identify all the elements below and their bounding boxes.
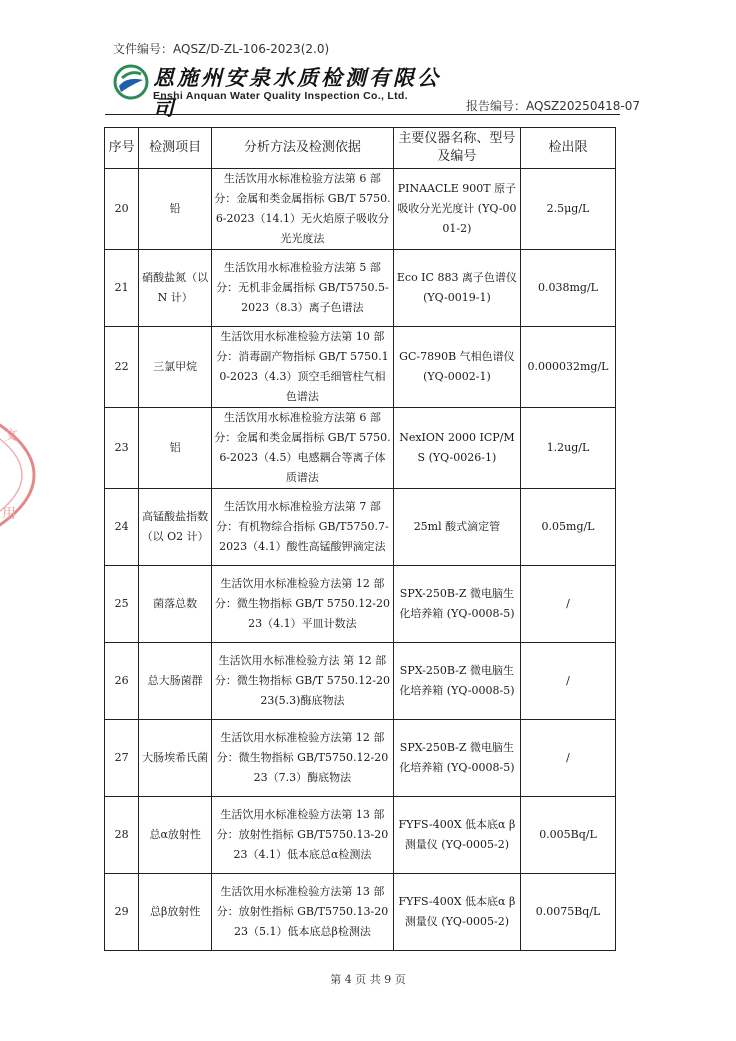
header-limit: 检出限: [521, 128, 616, 169]
row-limit: 1.2ug/L: [521, 408, 616, 489]
company-logo: [113, 62, 443, 120]
row-limit: /: [521, 720, 616, 797]
row-limit: /: [521, 643, 616, 720]
row-item: 总α放射性: [139, 797, 212, 874]
row-method: 生活饮用水标准检验方法第 6 部分：金属和类金属指标 GB/T 5750.6-2023（14.1）无火焰原子吸收分光光度法: [212, 169, 394, 250]
row-method: 生活饮用水标准检验方法第 12 部分：微生物指标 GB/T 5750.12-2023（4.1）平皿计数法: [212, 566, 394, 643]
row-limit: /: [521, 566, 616, 643]
row-no: 23: [105, 408, 139, 489]
row-instrument: Eco IC 883 离子色谱仪 (YQ-0019-1): [393, 250, 520, 327]
row-item: 铅: [139, 169, 212, 250]
header-method: 分析方法及检测依据: [212, 128, 394, 169]
row-limit: 0.038mg/L: [521, 250, 616, 327]
row-item: 高锰酸盐指数（以 O2 计）: [139, 489, 212, 566]
row-item: 铝: [139, 408, 212, 489]
row-method: 生活饮用水标准检验方法第 12 部分：微生物指标 GB/T5750.12-2023（7.3）酶底物法: [212, 720, 394, 797]
row-instrument: SPX-250B-Z 微电脑生化培养箱 (YQ-0008-5): [393, 566, 520, 643]
row-item: 三氯甲烷: [139, 327, 212, 408]
row-item: 硝酸盐氮（以 N 计）: [139, 250, 212, 327]
water-drop-logo-icon: [113, 62, 149, 102]
red-seal-stamp-icon: [0, 400, 44, 550]
table-row: [105, 250, 616, 327]
row-no: 28: [105, 797, 139, 874]
row-no: 29: [105, 874, 139, 951]
row-method: 生活饮用水标准检验方法第 13 部分：放射性指标 GB/T5750.13-2023（4.1）低本底总α检测法: [212, 797, 394, 874]
company-name-en: Enshi Anquan Water Quality Inspection Co., Ltd.: [153, 90, 408, 102]
row-method: 生活饮用水标准检验方法第 6 部分：金属和类金属指标 GB/T 5750.6-2023（4.5）电感耦合等离子体质谱法: [212, 408, 394, 489]
svg-text:用: 用: [2, 506, 16, 522]
page-number: 第 4 页 共 9 页: [330, 973, 406, 986]
row-instrument: FYFS-400X 低本底α β 测量仪 (YQ-0005-2): [393, 797, 520, 874]
row-instrument: NexION 2000 ICP/MS (YQ-0026-1): [393, 408, 520, 489]
row-item: 大肠埃希氏菌: [139, 720, 212, 797]
table-row: [105, 489, 616, 566]
table-row: [105, 797, 616, 874]
table-row: [105, 720, 616, 797]
table-row: [105, 566, 616, 643]
file-number: 文件编号：AQSZ/D-ZL-106-2023(2.0): [113, 42, 330, 56]
row-instrument: 25ml 酸式滴定管: [393, 489, 520, 566]
row-method: 生活饮用水标准检验方法第 7 部分：有机物综合指标 GB/T5750.7-2023（4.1）酸性高锰酸钾滴定法: [212, 489, 394, 566]
row-no: 20: [105, 169, 139, 250]
company-name-cn: 恩施州安泉水质检测有限公司: [153, 65, 441, 120]
row-limit: 0.05mg/L: [521, 489, 616, 566]
row-method: 生活饮用水标准检验方法 第 12 部分：微生物指标 GB/T 5750.12-2023(5.3)酶底物法: [212, 643, 394, 720]
row-instrument: SPX-250B-Z 微电脑生化培养箱 (YQ-0008-5): [393, 720, 520, 797]
row-no: 24: [105, 489, 139, 566]
table-row: [105, 643, 616, 720]
row-no: 21: [105, 250, 139, 327]
header-no: 序号: [105, 128, 139, 169]
row-no: 26: [105, 643, 139, 720]
row-limit: 0.0075Bq/L: [521, 874, 616, 951]
row-limit: 0.000032mg/L: [521, 327, 616, 408]
row-item: 总大肠菌群: [139, 643, 212, 720]
row-limit: 2.5μg/L: [521, 169, 616, 250]
row-instrument: FYFS-400X 低本底α β 测量仪 (YQ-0005-2): [393, 874, 520, 951]
row-limit: 0.005Bq/L: [521, 797, 616, 874]
row-item: 总β放射性: [139, 874, 212, 951]
row-instrument: GC-7890B 气相色谱仪 (YQ-0002-1): [393, 327, 520, 408]
header-item: 检测项目: [139, 128, 212, 169]
row-method: 生活饮用水标准检验方法第 5 部分：无机非金属指标 GB/T5750.5-2023（8.3）离子色谱法: [212, 250, 394, 327]
table-row: [105, 327, 616, 408]
row-instrument: PINAACLE 900T 原子吸收分光光度计 (YQ-0001-2): [393, 169, 520, 250]
row-no: 27: [105, 720, 139, 797]
table-row: [105, 169, 616, 250]
inspection-method-table: [104, 127, 616, 951]
table-header-row: [105, 128, 616, 169]
row-instrument: SPX-250B-Z 微电脑生化培养箱 (YQ-0008-5): [393, 643, 520, 720]
header-instrument: 主要仪器名称、型号及编号: [393, 128, 520, 169]
row-method: 生活饮用水标准检验方法第 10 部分：消毒副产物指标 GB/T 5750.10-2023（4.3）顶空毛细管柱气相色谱法: [212, 327, 394, 408]
row-no: 25: [105, 566, 139, 643]
svg-text:文: 文: [4, 428, 18, 444]
header-divider: [105, 114, 620, 115]
table-row: [105, 408, 616, 489]
table-row: [105, 874, 616, 951]
row-item: 菌落总数: [139, 566, 212, 643]
row-no: 22: [105, 327, 139, 408]
row-method: 生活饮用水标准检验方法第 13 部分：放射性指标 GB/T5750.13-2023（5.1）低本底总β检测法: [212, 874, 394, 951]
report-number: 报告编号：AQSZ20250418-07: [466, 99, 640, 113]
